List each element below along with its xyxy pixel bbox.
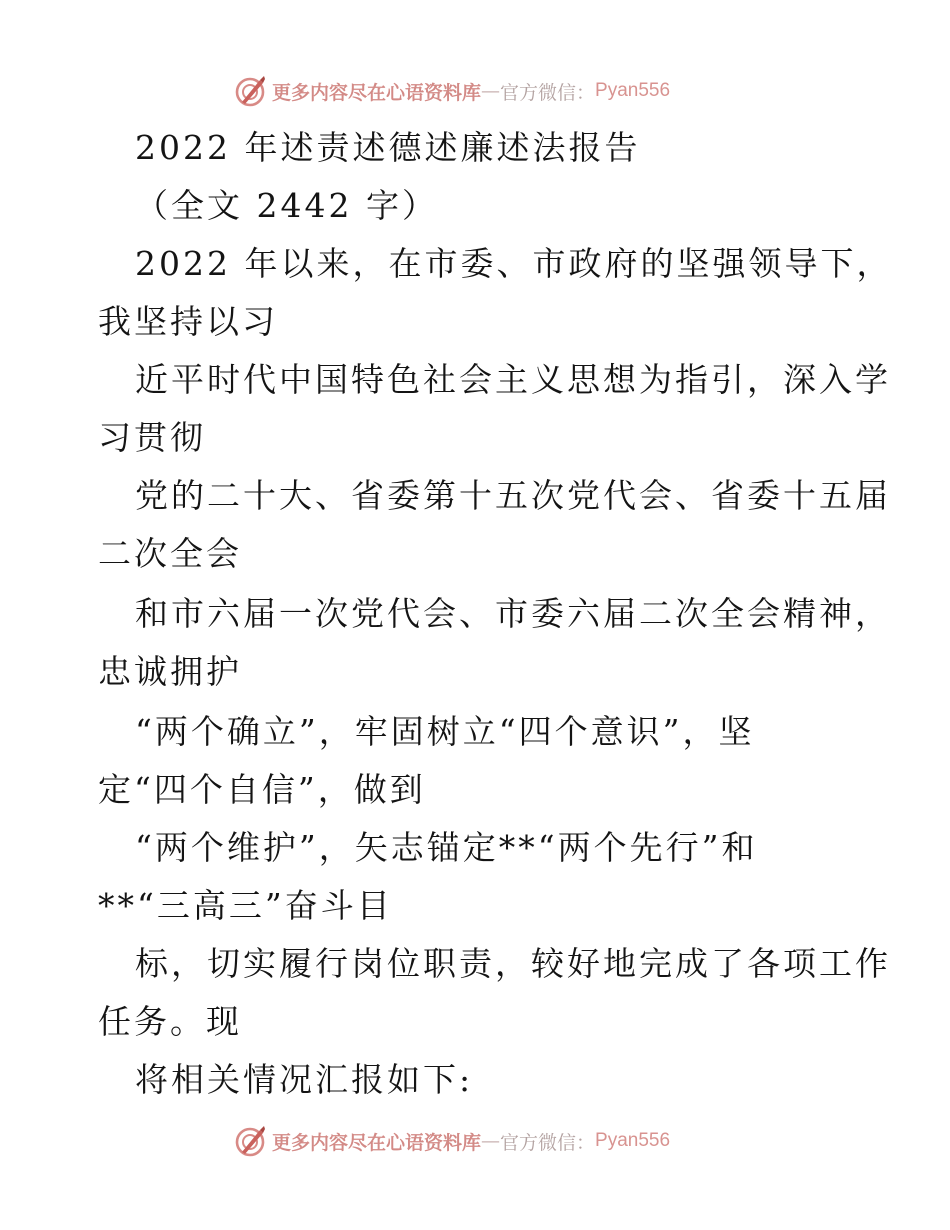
pen-logo-icon: [234, 75, 266, 107]
paragraph-line: “两个维护”，矢志锚定**“两个先行”和: [135, 828, 758, 867]
paragraph-line: 习贯彻: [98, 418, 206, 457]
pen-logo-icon: [234, 1125, 266, 1157]
watermark-dash: —: [481, 1130, 501, 1152]
paragraph-line: 将相关情况汇报如下:: [135, 1060, 474, 1099]
header-watermark: [234, 74, 670, 108]
watermark-wechat-handle: Pyan556: [595, 80, 671, 101]
paragraph-line: 忠诚拥护: [98, 652, 242, 691]
footer-watermark: [234, 1124, 670, 1158]
watermark-wechat-label: 官方微信：: [500, 81, 596, 104]
paragraph-line: 定“四个自信”，做到: [98, 770, 426, 809]
watermark-site-name: 更多内容尽在心语资料库: [272, 81, 482, 104]
watermark-dash: —: [481, 80, 501, 102]
paragraph-line: 我坚持以习: [98, 302, 278, 341]
paragraph-line: 和市六届一次党代会、市委六届二次全会精神，: [135, 594, 891, 633]
paragraph-line: 党的二十大、省委第十五次党代会、省委十五届: [135, 476, 891, 515]
document-word-count: （全文 2442 字）: [135, 186, 438, 225]
paragraph-line: 近平时代中国特色社会主义思想为指引，深入学: [135, 360, 891, 399]
paragraph-line: 二次全会: [98, 534, 242, 573]
watermark-site-name: 更多内容尽在心语资料库: [272, 1131, 482, 1154]
paragraph-line: 2022 年以来，在市委、市政府的坚强领导下，: [135, 244, 893, 283]
document-title: 2022 年述责述德述廉述法报告: [135, 128, 641, 167]
watermark-wechat-handle: Pyan556: [595, 1130, 671, 1151]
paragraph-line: **“三高三”奋斗目: [98, 886, 393, 925]
paragraph-line: 任务。现: [98, 1002, 242, 1041]
paragraph-line: 标，切实履行岗位职责，较好地完成了各项工作: [135, 944, 891, 983]
watermark-wechat-label: 官方微信：: [500, 1131, 596, 1154]
paragraph-line: “两个确立”，牢固树立“四个意识”，坚: [135, 712, 755, 751]
